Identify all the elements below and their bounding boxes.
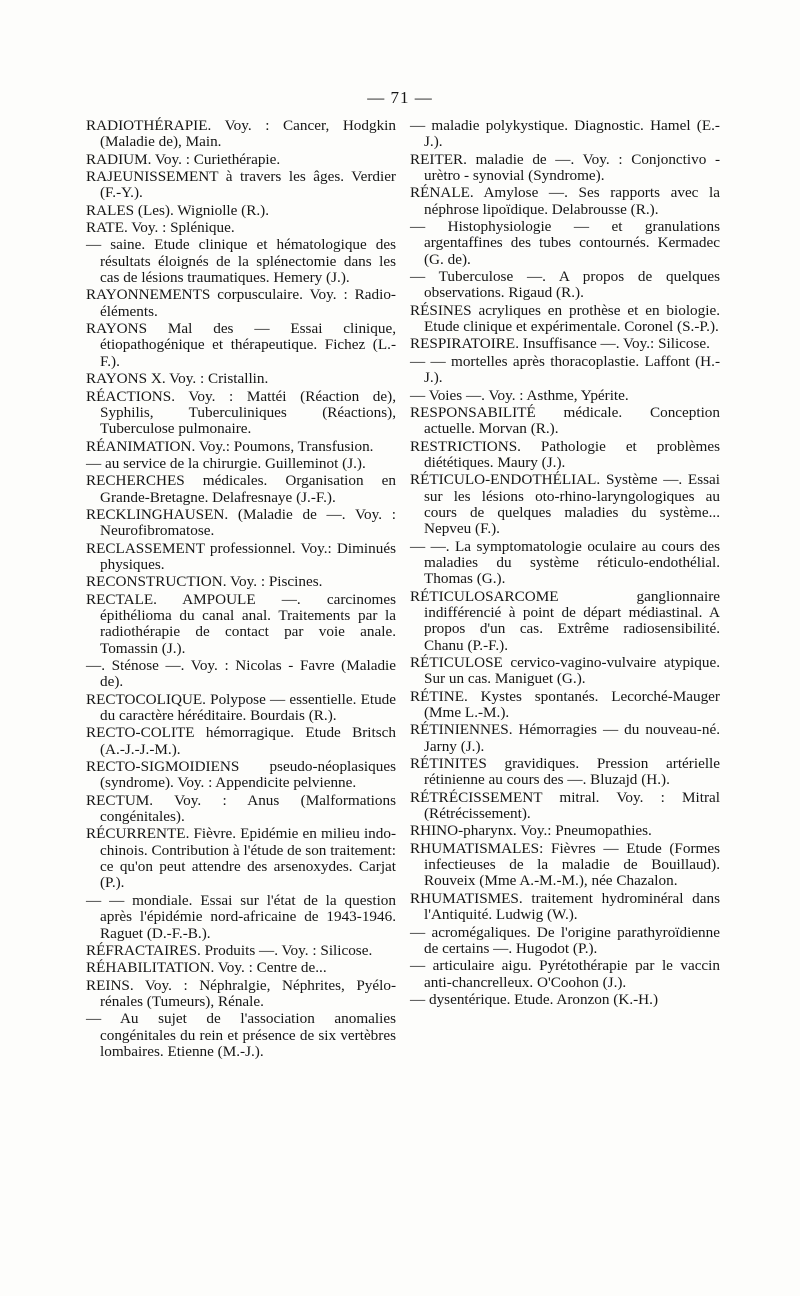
- index-column-left: [86, 118, 396, 1061]
- index-entry: RESPIRATOIRE. Insuffisance —. Voy.: Silicose.: [410, 335, 710, 353]
- index-entry: REITER. maladie de —. Voy. : Conjonctivo - urètro - synovial (Syndrome).: [410, 150, 720, 185]
- index-entry: RAYONNEMENTS corpusculaire. Voy. : Radio-éléments.: [86, 286, 396, 320]
- index-entry: RECKLINGHAUSEN. (Maladie de —. Voy. : Neurofibromatose.: [86, 505, 396, 540]
- index-entry: RECTOCOLIQUE. Polypose — essentielle. Etude du caractère héréditaire. Bourdais (R.).: [86, 690, 396, 725]
- index-entry: RHUMATISMES. traitement hydrominéral dans l'Antiquité. Ludwig (W.).: [410, 889, 720, 924]
- index-entry: RÉSINES acryliques en prothèse et en biologie. Etude clinique et expérimentale. Coronel (S.-P.).: [410, 301, 720, 336]
- index-entry: RÉANIMATION. Voy.: Poumons, Transfusion.: [86, 437, 374, 455]
- index-entry: RÉHABILITATION. Voy. : Centre de...: [86, 959, 327, 977]
- index-entry: RECTALE. AMPOULE —. carcinomes épithélioma du canal anal. Traitements par la radiothérapie de contact par voie anale. Tomassin (J.).: [86, 590, 396, 657]
- index-entry: — au service de la chirurgie. Guilleminot (J.).: [86, 454, 366, 472]
- index-entry: — acromégaliques. De l'origine parathyroïdienne de certains —. Hugodot (P.).: [410, 923, 720, 957]
- index-entry: — Histophysiologie — et granulations argentaffines des tubes contournés. Kermadec (G. de).: [410, 218, 720, 268]
- index-entry: — — mortelles après thoracoplastie. Laffont (H.-J.).: [410, 352, 720, 387]
- index-entry: RESPONSABILITÉ médicale. Conception actuelle. Morvan (R.).: [410, 403, 720, 438]
- index-entry: RÉTINIENNES. Hémorragies — du nouveau-né. Jarny (J.).: [410, 721, 720, 755]
- index-entry: RECTO-COLITE hémorragique. Etude Britsch (A.-J.-J.-M.).: [86, 724, 396, 758]
- index-entry: RECTUM. Voy. : Anus (Malformations congénitales).: [86, 791, 396, 826]
- index-entry: RECLASSEMENT professionnel. Voy.: Diminués physiques.: [86, 539, 396, 573]
- index-entry: — articulaire aigu. Pyrétothérapie par le vaccin anti-chancrelleux. O'Coohon (J.).: [410, 957, 720, 991]
- index-entry: RADIOTHÉRAPIE. Voy. : Cancer, Hodgkin (Maladie de), Main.: [86, 117, 396, 151]
- index-entry: RAJEUNISSEMENT à travers les âges. Verdier (F.-Y.).: [86, 168, 396, 202]
- index-entry: — maladie polykystique. Diagnostic. Hamel (E.-J.).: [410, 117, 720, 151]
- index-entry: RÉTRÉCISSEMENT mitral. Voy. : Mitral (Rétrécissement).: [410, 788, 720, 823]
- index-entry: RHINO-pharynx. Voy.: Pneumopathies.: [410, 822, 652, 840]
- index-entry: — Tuberculose —. A propos de quelques observations. Rigaud (R.).: [410, 268, 720, 302]
- index-entry: RESTRICTIONS. Pathologie et problèmes diététiques. Maury (J.).: [410, 437, 720, 471]
- index-entry: RÉCURRENTE. Fièvre. Epidémie en milieu indo-chinois. Contribution à l'étude de son traitement: ce qu'on peut attendre des arsenoxydes. Carjat (P.).: [86, 825, 396, 892]
- index-entry: RECHERCHES médicales. Organisation en Grande-Bretagne. Delafresnaye (J.-F.).: [86, 472, 396, 506]
- index-entry: RÉNALE. Amylose —. Ses rapports avec la néphrose lipoïdique. Delabrousse (R.).: [410, 184, 720, 218]
- index-entry: RÉTINE. Kystes spontanés. Lecorché-Mauger (Mme L.-M.).: [410, 687, 720, 722]
- index-entry: RÉTICULOSE cervico-vagino-vulvaire atypique. Sur un cas. Maniguet (G.).: [410, 654, 720, 688]
- index-entry: —. Sténose —. Voy. : Nicolas - Favre (Maladie de).: [86, 657, 396, 691]
- index-entry: — Au sujet de l'association anomalies congénitales du rein et présence de six vertèbres lombaires. Etienne (M.-J.).: [86, 1010, 396, 1060]
- index-entry: — —. La symptomatologie oculaire au cours des maladies du système réticulo-endothélial. Thomas (G.).: [410, 537, 720, 588]
- index-entry: RAYONS X. Voy. : Cristallin.: [86, 370, 269, 388]
- index-entry: — — mondiale. Essai sur l'état de la question après l'épidémie nord-africaine de 1943-1946. Raguet (D.-F.-B.).: [86, 891, 396, 942]
- index-entry: RALES (Les). Wigniolle (R.).: [86, 201, 270, 219]
- index-entry: — Voies —. Voy. : Asthme, Ypérite.: [410, 386, 629, 404]
- page-number: — 71 —: [367, 88, 433, 107]
- index-entry: RÉACTIONS. Voy. : Mattéi (Réaction de), Syphilis, Tuberculiniques (Réactions), Tuberculose pulmonaire.: [86, 387, 396, 438]
- index-entry: REINS. Voy. : Néphralgie, Néphrites, Pyélo-rénales (Tumeurs), Rénale.: [86, 976, 396, 1010]
- index-entry: RAYONS Mal des — Essai clinique, étiopathogénique et thérapeutique. Fichez (L.-F.).: [86, 320, 396, 370]
- index-entry: — saine. Etude clinique et hématologique des résultats éloignés de la splénectomie dans les cas de lésions traumatiques. Hemery (J.).: [86, 236, 396, 287]
- index-entry: RADIUM. Voy. : Curiethérapie.: [86, 150, 281, 168]
- index-entry: RÉFRACTAIRES. Produits —. Voy. : Silicose.: [86, 941, 373, 959]
- index-entry: RÉTICULOSARCOME ganglionnaire indifférencié à point de départ médiastinal. A propos d'un cas. Extrême radiosensibilité. Chanu (P.-F.).: [410, 587, 720, 654]
- index-entry: RÉTICULO-ENDOTHÉLIAL. Système —. Essai sur les lésions oto-rhino-laryngologiques au cours de quelques maladies du système... Nepveu (F.).: [410, 471, 720, 538]
- index-entry: RECTO-SIGMOIDIENS pseudo-néoplasiques (syndrome). Voy. : Appendicite pelvienne.: [86, 758, 396, 792]
- index-entry: RATE. Voy. : Splénique.: [86, 219, 235, 237]
- index-entry: RECONSTRUCTION. Voy. : Piscines.: [86, 573, 323, 591]
- index-entry: RHUMATISMALES: Fièvres — Etude (Formes infectieuses de la maladie de Bouillaud). Rouveix (Mme A.-M.-M.), née Chazalon.: [410, 839, 720, 890]
- index-column-right: [410, 118, 720, 1009]
- index-entry: — dysentérique. Etude. Aronzon (K.-H.): [410, 990, 658, 1008]
- index-entry: RÉTINITES gravidiques. Pression artérielle rétinienne au cours des —. Bluzajd (H.).: [410, 755, 720, 789]
